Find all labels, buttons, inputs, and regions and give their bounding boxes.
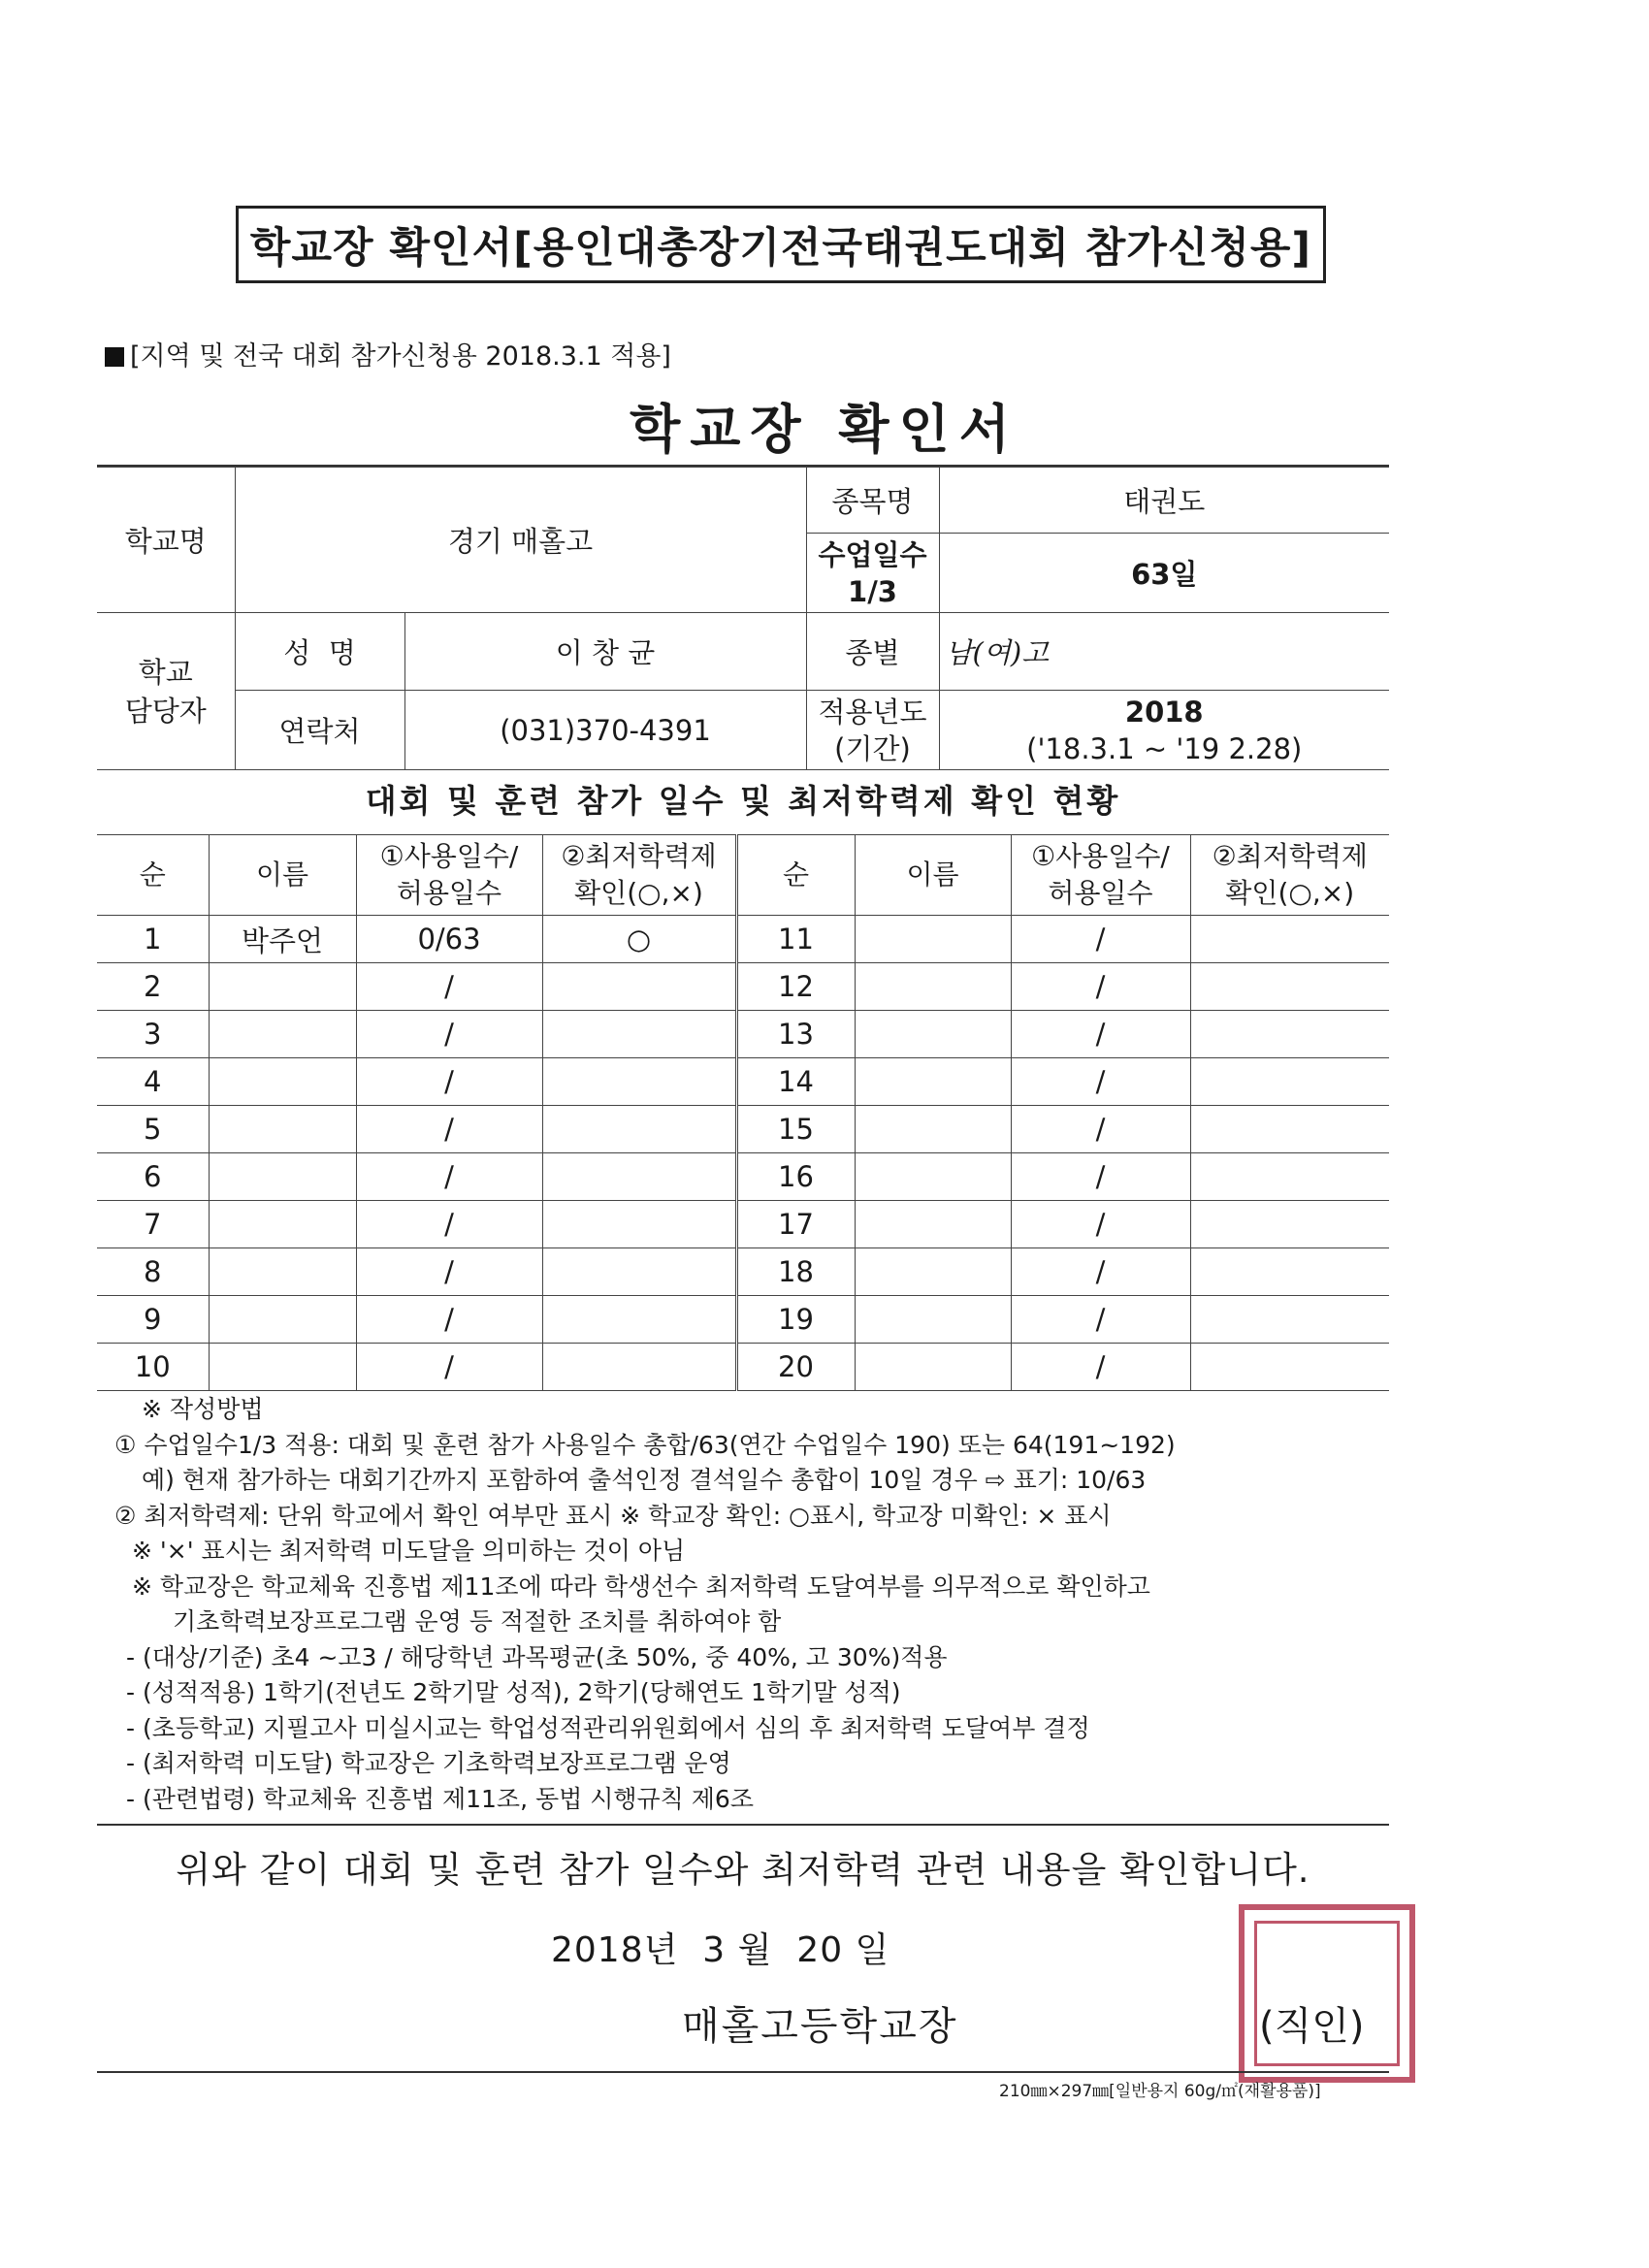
notes-line-7: - (대상/기준) 초4 ~고3 / 해당학년 과목평균(초 50%, 중 40%, 고 30%)적용	[126, 1642, 948, 1671]
notes-line-3: ② 최저학력제: 단위 학교에서 확인 여부만 표시 ※ 학교장 확인: ○표시, 학교장 미확인: × 표시	[114, 1501, 1112, 1530]
notes-line-5: ※ 학교장은 학교체육 진흥법 제11조에 따라 학생선수 최저학력 도달여부를 의무적으로 확인하고	[132, 1571, 1150, 1601]
participation-table	[97, 834, 1389, 1391]
cell-name	[209, 1106, 356, 1153]
confirmation-statement: 위와 같이 대회 및 훈련 참가 일수와 최저학력 관련 내용을 확인합니다.	[176, 1849, 1310, 1891]
staff-label-line2: 담당자	[124, 694, 207, 728]
year-value-line2: ('18.3.1 ~ '19 2.28)	[1026, 731, 1303, 765]
paper-spec: 210㎜×297㎜[일반용지 60g/㎡(재활용품)]	[999, 2082, 1321, 2101]
contact-label: 연락처	[235, 691, 404, 770]
header-academic	[542, 835, 736, 916]
cell-days: /	[356, 1248, 542, 1296]
cell-name2	[855, 916, 1011, 963]
cell-name	[209, 1011, 356, 1058]
cell-days: /	[356, 1011, 542, 1058]
cell-no2: 13	[736, 1011, 855, 1058]
table-row	[97, 1011, 1389, 1058]
staff-label	[97, 613, 235, 770]
year-label-line2: (기간)	[834, 731, 911, 765]
type-value: 남(여)고	[939, 613, 1389, 691]
cell-check	[542, 1153, 736, 1201]
cell-days2: /	[1011, 1011, 1190, 1058]
cell-check2	[1190, 1058, 1389, 1106]
cell-no: 4	[97, 1058, 209, 1106]
table-row	[97, 1058, 1389, 1106]
cell-name	[209, 1201, 356, 1248]
cell-check2	[1190, 1106, 1389, 1153]
cell-days2: /	[1011, 1201, 1190, 1248]
notes-line-1: ① 수업일수1/3 적용: 대회 및 훈련 참가 사용일수 총합/63(연간 수업일수 190) 또는 64(191~192)	[114, 1430, 1176, 1459]
cell-check2	[1190, 916, 1389, 963]
header-days-2	[1011, 835, 1190, 916]
year-label-line1: 적용년도	[818, 695, 927, 729]
cell-no: 9	[97, 1296, 209, 1344]
class-days-label	[806, 534, 939, 613]
cell-no2: 16	[736, 1153, 855, 1201]
school-info-table	[97, 467, 1389, 770]
header-days	[356, 835, 542, 916]
cell-name	[209, 1058, 356, 1106]
name-value: 이 창 균	[404, 613, 806, 691]
cell-check2	[1190, 1296, 1389, 1344]
boxed-title-text: 학교장 확인서[용인대총장기전국태권도대회 참가신청용]	[249, 223, 1312, 273]
cell-no: 6	[97, 1153, 209, 1201]
school-name-value: 경기 매홀고	[235, 468, 806, 613]
cell-days: /	[356, 1344, 542, 1391]
cell-name	[209, 1296, 356, 1344]
seal-label: (직인)	[1259, 2004, 1365, 2049]
cell-check	[542, 1011, 736, 1058]
cell-check2	[1190, 1248, 1389, 1296]
cell-name2	[855, 1296, 1011, 1344]
cell-check2	[1190, 963, 1389, 1011]
main-title: 학교장 확인서	[630, 399, 1019, 460]
cell-check	[542, 1058, 736, 1106]
cell-days: 0/63	[356, 916, 542, 963]
black-square-icon	[105, 347, 124, 367]
cell-name2	[855, 1248, 1011, 1296]
cell-no2: 14	[736, 1058, 855, 1106]
event-value: 태권도	[939, 468, 1389, 534]
class-days-label-line1: 수업일수	[818, 537, 927, 571]
official-seal-stamp	[1239, 1904, 1415, 2083]
cell-no: 1	[97, 916, 209, 963]
notes-line-10: - (최저학력 미도달) 학교장은 기초학력보장프로그램 운영	[126, 1749, 731, 1777]
cell-no2: 18	[736, 1248, 855, 1296]
cell-name2	[855, 1344, 1011, 1391]
header-academic-line1: ②최저학력제	[561, 840, 717, 872]
header-academic-line2: 확인(○,×)	[574, 877, 703, 909]
cell-no2: 19	[736, 1296, 855, 1344]
cell-check: ○	[542, 916, 736, 963]
cell-days2: /	[1011, 1296, 1190, 1344]
cell-check2	[1190, 1153, 1389, 1201]
cell-name	[209, 1153, 356, 1201]
year-value	[939, 691, 1389, 770]
cell-no: 8	[97, 1248, 209, 1296]
cell-no2: 15	[736, 1106, 855, 1153]
cell-days2: /	[1011, 1058, 1190, 1106]
year-value-line1: 2018	[1124, 695, 1204, 729]
class-days-value: 63일	[939, 534, 1389, 613]
header-no-2: 순	[736, 835, 855, 916]
cell-name2	[855, 1058, 1011, 1106]
confirmation-date: 2018년 3 월 20 일	[551, 1930, 890, 1970]
cell-days: /	[356, 1201, 542, 1248]
boxed-document-title	[236, 206, 1326, 283]
cell-days2: /	[1011, 1106, 1190, 1153]
header-days-line2: 허용일수	[396, 877, 502, 909]
contact-value: (031)370-4391	[404, 691, 806, 770]
cell-name2	[855, 1011, 1011, 1058]
notes-heading: ※ 작성방법	[142, 1395, 264, 1423]
notes-bottom-rule	[97, 1824, 1389, 1826]
event-label: 종목명	[806, 468, 939, 534]
header-days-2-line1: ①사용일수/	[1031, 840, 1170, 872]
participation-header-row	[97, 835, 1389, 916]
cell-no: 7	[97, 1201, 209, 1248]
cell-no: 10	[97, 1344, 209, 1391]
cell-days2: /	[1011, 1248, 1190, 1296]
notes-line-6: 기초학력보장프로그램 운영 등 적절한 조치를 취하여야 함	[173, 1607, 782, 1636]
cell-check2	[1190, 1201, 1389, 1248]
class-days-label-line2: 1/3	[848, 574, 897, 608]
cell-check	[542, 1106, 736, 1153]
cell-check2	[1190, 1011, 1389, 1058]
cell-days: /	[356, 1153, 542, 1201]
cell-no2: 17	[736, 1201, 855, 1248]
sub-notice-text: [지역 및 전국 대회 참가신청용 2018.3.1 적용]	[130, 341, 671, 372]
cell-name	[209, 963, 356, 1011]
cell-name: 박주언	[209, 916, 356, 963]
cell-check	[542, 1344, 736, 1391]
notes-line-11: - (관련법령) 학교체육 진흥법 제11조, 동법 시행규칙 제6조	[126, 1784, 754, 1813]
header-name-2: 이름	[855, 835, 1011, 916]
cell-no: 3	[97, 1011, 209, 1058]
signer-title: 매홀고등학교장	[682, 2004, 958, 2049]
type-label: 종별	[806, 613, 939, 691]
header-academic-2-line2: 확인(○,×)	[1225, 877, 1355, 909]
header-academic-2	[1190, 835, 1389, 916]
year-label	[806, 691, 939, 770]
participation-section-title: 대회 및 훈련 참가 일수 및 최저학력제 확인 현황	[365, 782, 1121, 820]
notes-line-4: ※ '×' 표시는 최저학력 미도달을 의미하는 것이 아님	[132, 1537, 686, 1565]
school-name-label: 학교명	[97, 468, 235, 613]
table-row	[97, 1344, 1389, 1391]
cell-days2: /	[1011, 1153, 1190, 1201]
cell-name	[209, 1344, 356, 1391]
table-row	[97, 1106, 1389, 1153]
cell-check	[542, 1248, 736, 1296]
cell-no2: 20	[736, 1344, 855, 1391]
header-academic-2-line1: ②최저학력제	[1212, 840, 1368, 872]
table-row	[97, 1296, 1389, 1344]
cell-days: /	[356, 963, 542, 1011]
table-row	[97, 963, 1389, 1011]
cell-no2: 11	[736, 916, 855, 963]
notes-line-2: 예) 현재 참가하는 대회기간까지 포함하여 출석인정 결석일수 총합이 10일 경우 ⇨ 표기: 10/63	[142, 1466, 1147, 1494]
header-days-2-line2: 허용일수	[1048, 877, 1153, 909]
header-days-line1: ①사용일수/	[379, 840, 519, 872]
cell-days: /	[356, 1106, 542, 1153]
cell-check	[542, 1201, 736, 1248]
header-name: 이름	[209, 835, 356, 916]
writing-instructions	[114, 1392, 1176, 1817]
cell-name2	[855, 1106, 1011, 1153]
cell-days: /	[356, 1058, 542, 1106]
table-row	[97, 1248, 1389, 1296]
notes-line-8: - (성적적용) 1학기(전년도 2학기말 성적), 2학기(당해연도 1학기말 성적)	[126, 1678, 901, 1706]
cell-name2	[855, 1153, 1011, 1201]
cell-no: 5	[97, 1106, 209, 1153]
cell-check	[542, 963, 736, 1011]
cell-days2: /	[1011, 963, 1190, 1011]
name-label: 성 명	[235, 613, 404, 691]
table-row	[97, 1153, 1389, 1201]
cell-name	[209, 1248, 356, 1296]
sub-notice	[105, 335, 671, 373]
cell-no: 2	[97, 963, 209, 1011]
staff-label-line1: 학교	[138, 655, 193, 689]
cell-name2	[855, 1201, 1011, 1248]
cell-days: /	[356, 1296, 542, 1344]
cell-days2: /	[1011, 916, 1190, 963]
cell-no2: 12	[736, 963, 855, 1011]
cell-check2	[1190, 1344, 1389, 1391]
notes-line-9: - (초등학교) 지필고사 미실시교는 학업성적관리위원회에서 심의 후 최저학력 도달여부 결정	[126, 1713, 1090, 1742]
footer-rule	[97, 2071, 1389, 2073]
header-no: 순	[97, 835, 209, 916]
table-row	[97, 916, 1389, 963]
cell-name2	[855, 963, 1011, 1011]
cell-days2: /	[1011, 1344, 1190, 1391]
cell-check	[542, 1296, 736, 1344]
table-row	[97, 1201, 1389, 1248]
